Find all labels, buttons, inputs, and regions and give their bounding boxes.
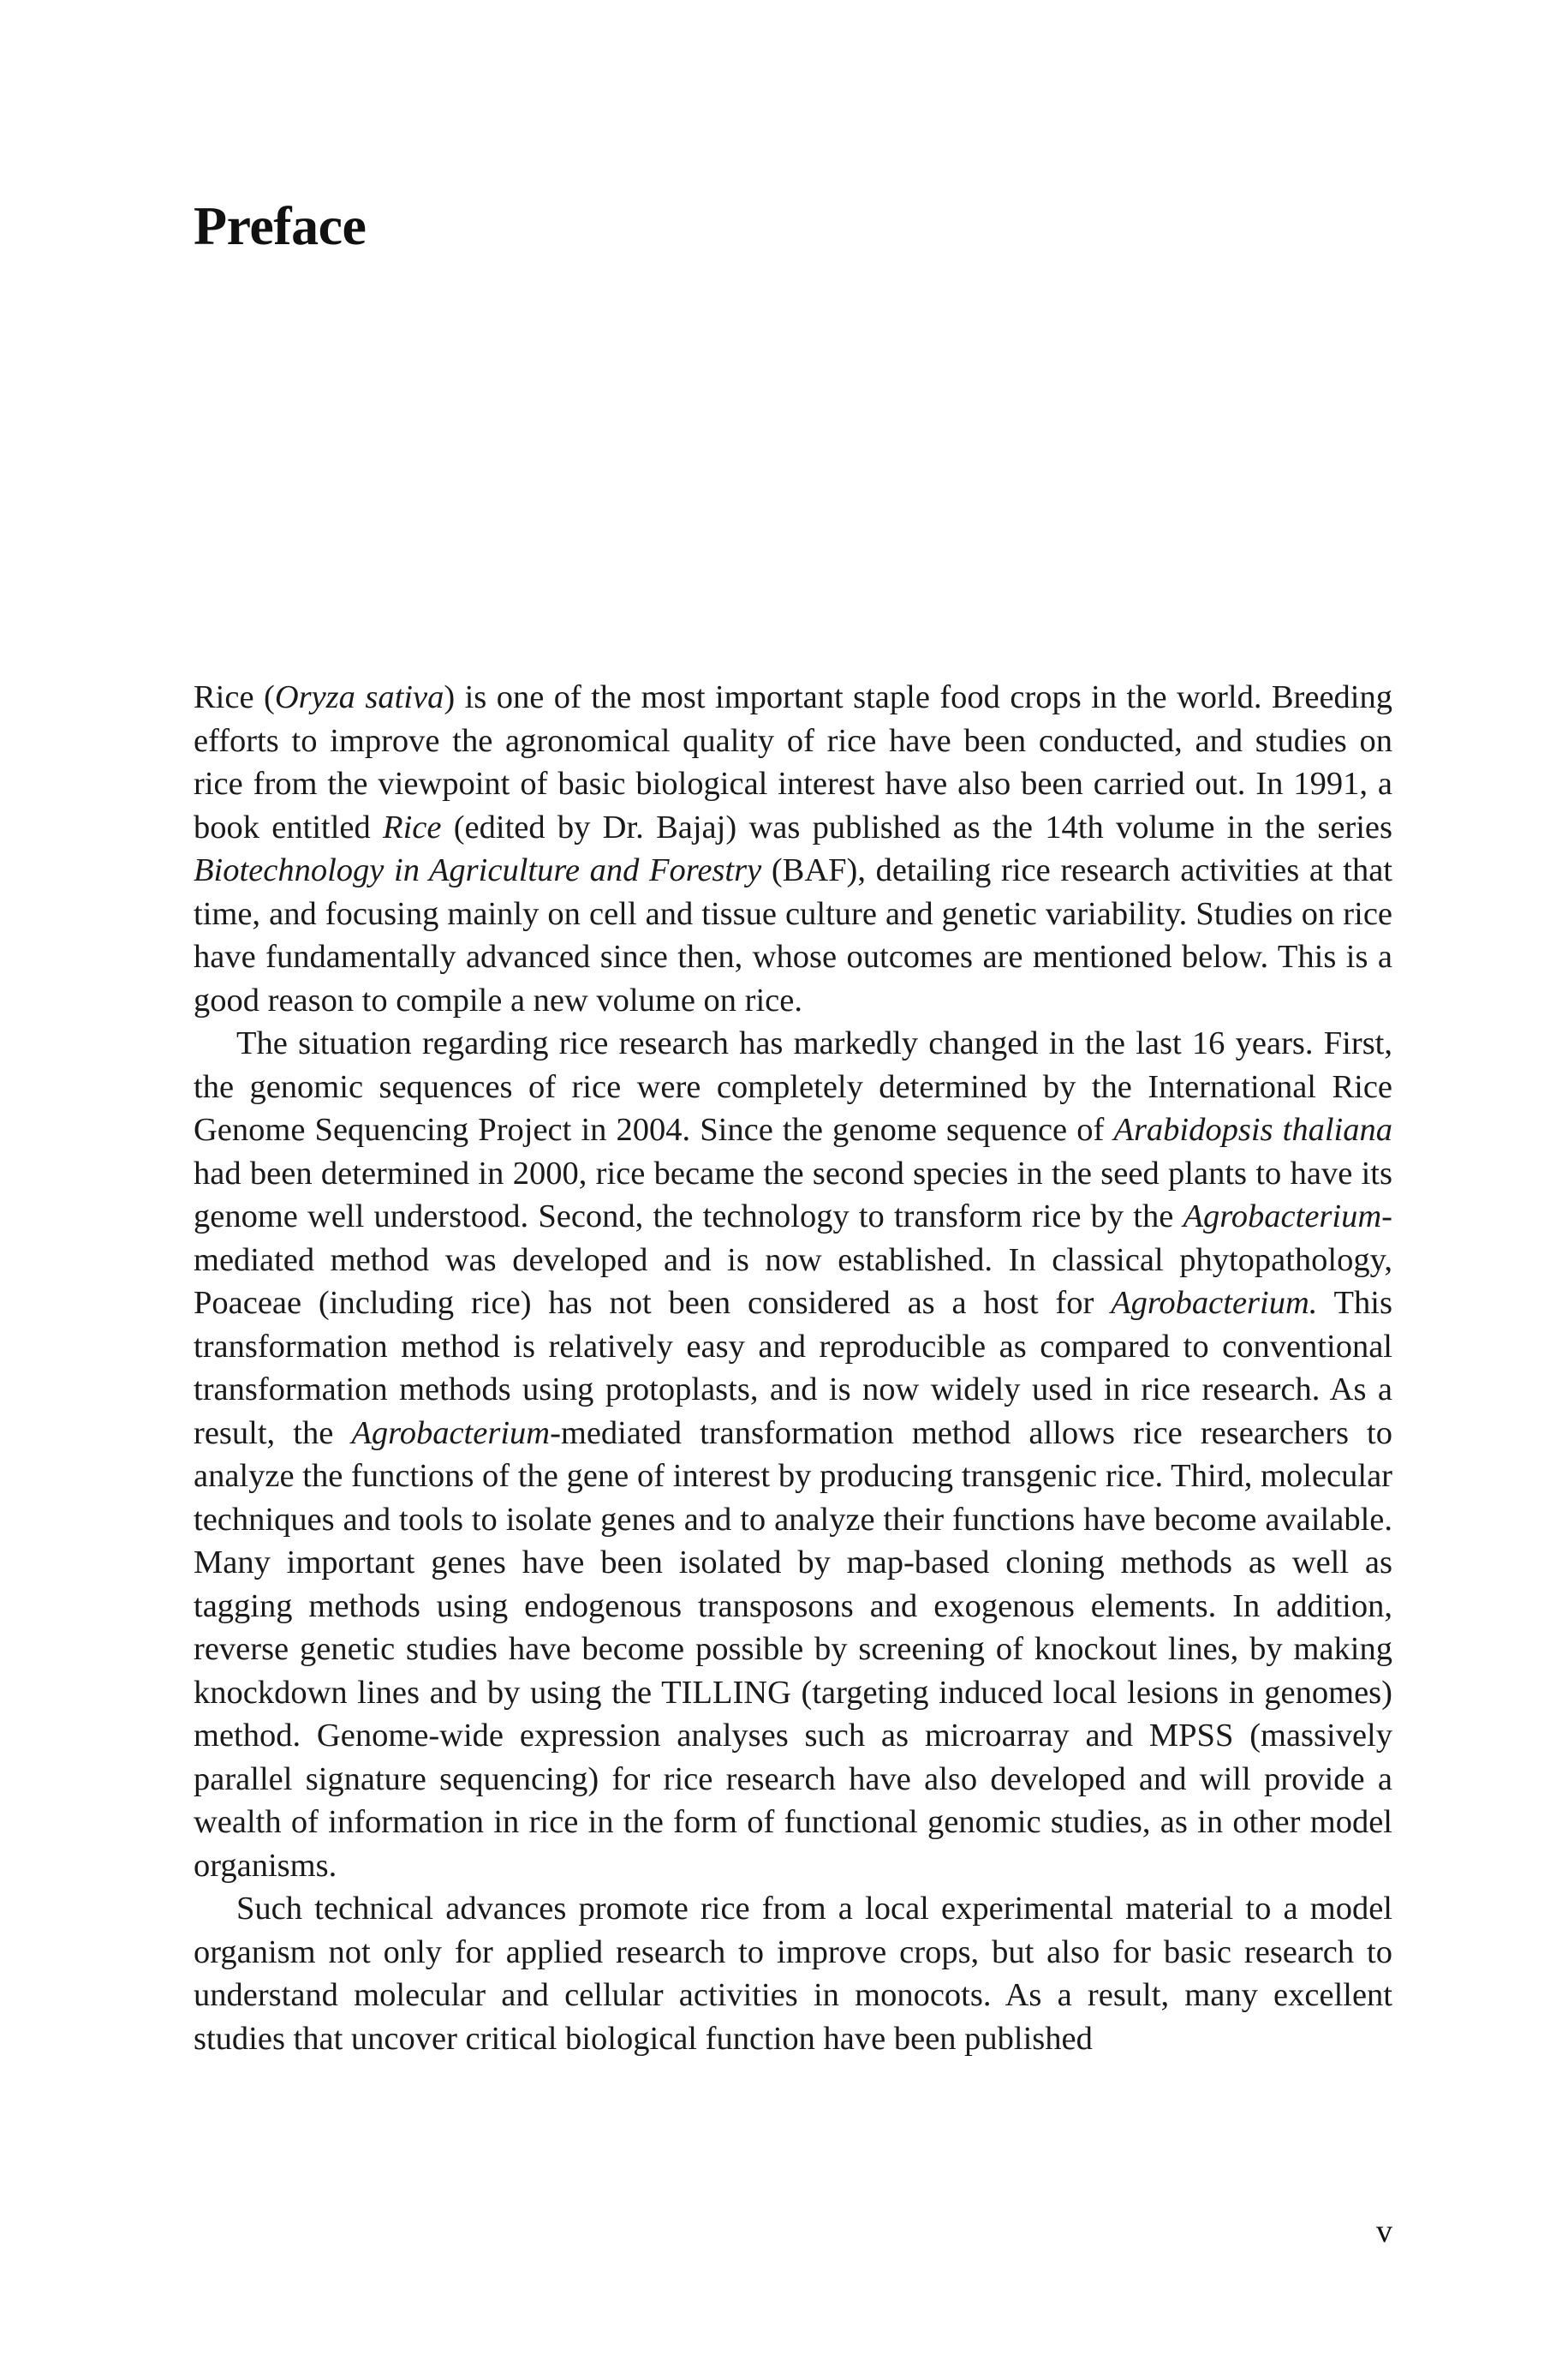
italic-text-run: Agrobacterium — [351, 1414, 551, 1451]
italic-text-run: Agrobacterium. — [1111, 1285, 1318, 1321]
paragraph-3 — [194, 1887, 1392, 2060]
text-run: The situation regarding rice research has markedly changed in the last 16 years. First, the genomic sequences of rice were completely determined by the International Rice Genome Sequencing Project in 2004. Since the genome sequence of — [194, 1025, 1392, 1148]
page-number: v — [1376, 2214, 1392, 2250]
italic-text-run: Biotechnology in Agriculture and Forestry — [194, 852, 762, 888]
page-title: Preface — [194, 195, 367, 256]
text-run: had been determined in 2000, rice became the second species in the seed plants to have its genome well understood. Second, the technology to transform rice by the — [194, 1155, 1392, 1234]
italic-text-run: Agrobacterium — [1183, 1198, 1382, 1234]
paragraph-2 — [194, 1022, 1392, 1887]
text-run: This transformation method is relatively easy and reproducible as compared to conventional transformation methods using protoplasts, and is now widely used in rice research. As a result, the — [194, 1285, 1392, 1451]
paragraph-1 — [194, 676, 1392, 1022]
text-run: (BAF), detailing rice research activities at that time, and focusing mainly on cell and tissue culture and genetic variability. Studies on rice have fundamentally advanced since then, whose outcomes are mentioned below. This is a good reason to compile a new volume on rice. — [194, 852, 1392, 1019]
italic-text-run: Arabidopsis thaliana — [1113, 1112, 1392, 1148]
italic-text-run: Rice — [383, 809, 442, 845]
text-run: -mediated method was developed and is now established. In classical phytopathology, Poaceae (including rice) has not been considered as a host for — [194, 1198, 1392, 1321]
text-run: ) is one of the most important staple food crops in the world. Breeding efforts to improve the agronomical quality of rice have been conducted, and studies on rice from the viewpoint of basic biological interest have also been carried out. In 1991, a book entitled — [194, 679, 1392, 845]
text-run: -mediated transformation method allows rice researchers to analyze the functions of the gene of interest by producing transgenic rice. Third, molecular techniques and tools to isolate genes and to analyze their functions have become available. Many important genes have been isolated by map-based cloning methods as well as tagging methods using endogenous transposons and exogenous elements. In addition, reverse genetic studies have become possible by screening of knockout lines, by making knockdown lines and by using the TILLING (targeting induced local lesions in genomes) method. Genome-wide expression analyses such as microarray and MPSS (massively parallel signature sequencing) for rice research have also developed and will provide a wealth of information in rice in the form of functional genomic studies, as in other model organisms. — [194, 1414, 1392, 1884]
text-run: Such technical advances promote rice from a local experimental material to a model organism not only for applied research to improve crops, but also for basic research to understand molecular and cellular activities in monocots. As a result, many excellent studies that uncover critical biological function have been published — [194, 1891, 1392, 2057]
text-run: (edited by Dr. Bajaj) was published as the 14th volume in the series — [441, 809, 1392, 845]
preface-body — [194, 676, 1392, 2060]
text-run: Rice ( — [194, 679, 275, 715]
italic-text-run: Oryza sativa — [274, 679, 444, 715]
